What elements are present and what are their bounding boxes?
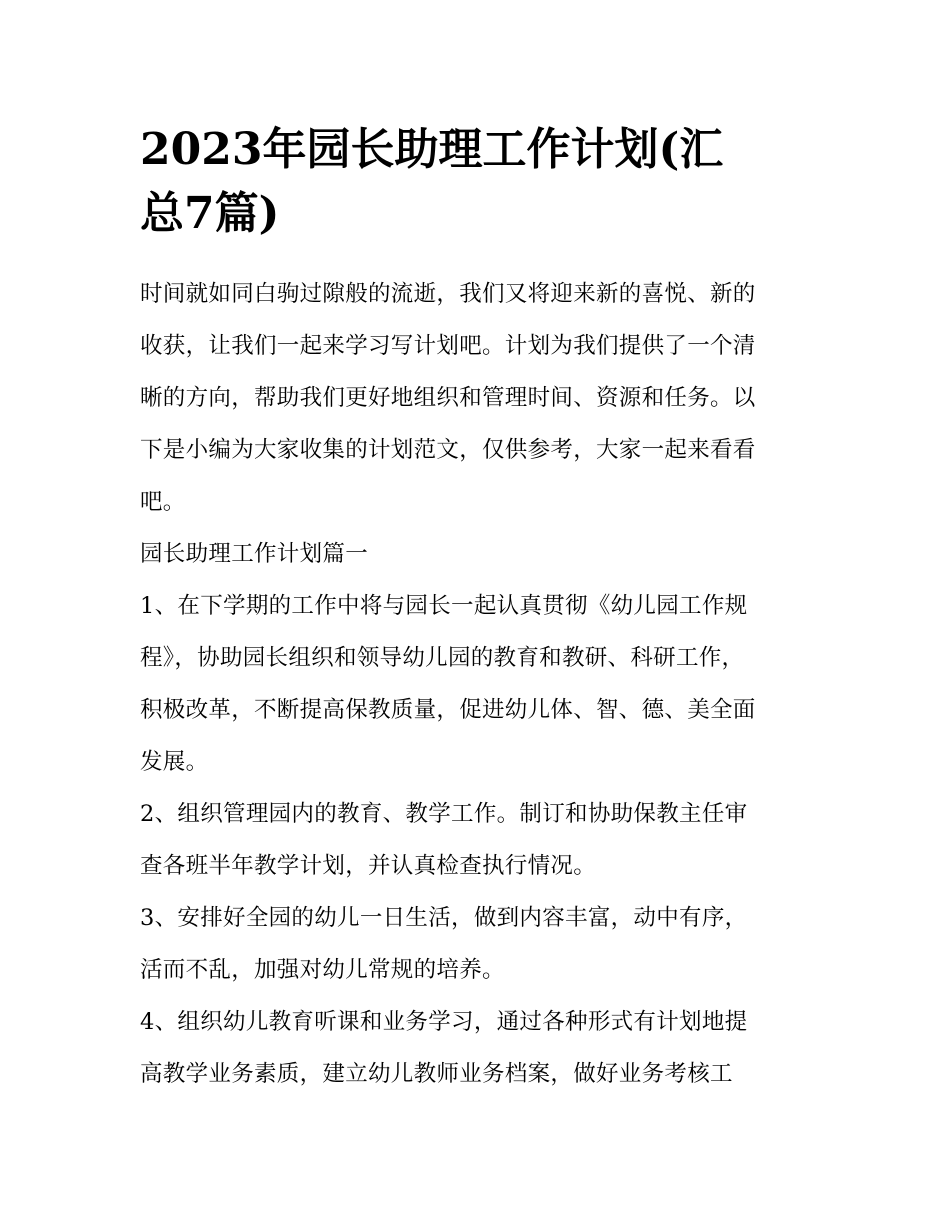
text-line: 收获，让我们一起来学习写计划吧。计划为我们提供了一个清 — [140, 333, 756, 359]
text-line: 高教学业务素质，建立幼儿教师业务档案，做好业务考核工 — [140, 1061, 733, 1087]
text-line: 园长助理工作计划篇一 — [140, 541, 369, 567]
text-line: 3、安排好全园的幼儿一日生活，做到内容丰富，动中有序， — [140, 905, 748, 931]
text-line: 发展。 — [140, 749, 209, 775]
title-line-1: 2023年园长助理工作计划(汇 — [140, 124, 724, 175]
text-line: 4、组织幼儿教育听课和业务学习，通过各种形式有计划地提 — [140, 1009, 748, 1035]
document-page — [140, 118, 812, 1100]
text-line: 查各班半年教学计划，并认真检查执行情况。 — [140, 853, 597, 879]
list-item-1 — [140, 580, 812, 788]
section-heading — [140, 528, 812, 580]
document-title — [140, 118, 812, 246]
text-line: 1、在下学期的工作中将与园长一起认真贯彻《幼儿园工作规 — [140, 593, 748, 619]
text-line: 程》，协助园长组织和领导幼儿园的教育和教研、科研工作， — [140, 645, 745, 671]
list-item-2 — [140, 788, 812, 892]
text-line: 吧。 — [140, 489, 186, 515]
list-item-3 — [140, 892, 812, 996]
title-line-2: 总7篇) — [140, 188, 280, 239]
text-line: 下是小编为大家收集的计划范文，仅供参考，大家一起来看看 — [140, 437, 756, 463]
text-line: 积极改革，不断提高保教质量，促进幼儿体、智、德、美全面 — [140, 697, 756, 723]
text-line: 2、组织管理园内的教育、教学工作。制订和协助保教主任审 — [140, 801, 748, 827]
list-item-4 — [140, 996, 812, 1100]
text-line: 时间就如同白驹过隙般的流逝，我们又将迎来新的喜悦、新的 — [140, 281, 756, 307]
intro-paragraph — [140, 268, 812, 528]
text-line: 活而不乱，加强对幼儿常规的培养。 — [140, 957, 505, 983]
text-line: 晰的方向，帮助我们更好地组织和管理时间、资源和任务。以 — [140, 385, 756, 411]
document-body — [140, 268, 812, 1100]
